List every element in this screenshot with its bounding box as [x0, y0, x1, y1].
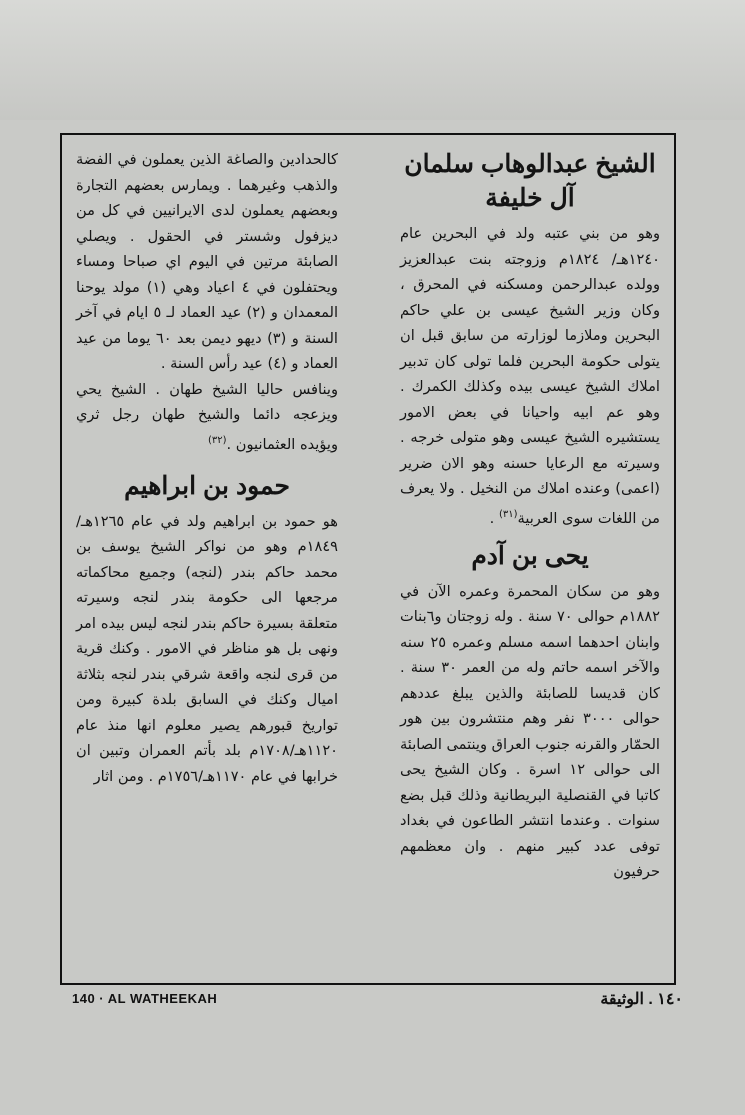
- paragraph-tahhan: [76, 377, 338, 457]
- footnote-32: (٣٢): [207, 434, 227, 446]
- scan-margin: [0, 0, 745, 120]
- footer-left-page-number: 140 · AL WATHEEKAH: [72, 991, 218, 1006]
- right-column: [400, 147, 660, 885]
- left-column: [76, 147, 338, 789]
- heading-yahya: يحى بن آدم: [471, 541, 589, 570]
- paragraph-sabians: كالحدادين والصاغة الذين يعملون في الفضة والذهب وغيرهما . ويمارس بعضهم التجارة وبعضهم يعملون لدى الايرانيين في كل من ديزفول وشستر في الحقول . ويصلي الصابئة مرتين في اليوم اي صباحا ومساء ويحتفلون في ٤ اعياد وهي (١) مولد يوحنا المعمدان و (٢) عيد العماد لـ ٥ ايام في آخر السنة و (٣) ديهو ديمن بعد ٦٠ يوما من عيد العماد و (٤) عيد رأس السنة .: [76, 151, 339, 372]
- heading-abdulwahab: الشيخ عبدالوهاب سلمان آل خليفة: [404, 150, 656, 212]
- paragraph-tahhan-text: وينافس حاليا الشيخ طهان . الشيخ يحي ويزعجه دائما والشيخ طهان رجل ثري ويؤيده العثمانيون .: [76, 380, 338, 453]
- paragraph-hamoud: هو حمود بن ابراهيم ولد في عام ١٢٦٥هـ/١٨٤٩م وهو من نواكر الشيخ يوسف بن محمد حاكم بندر (لنجه) وجميع محاكماته مرجعها الى حكومة بندر لنجه وسيرته متعلقة بسيرة حاكم بندر لنجه ليس بيده امر ونهى بل هو مناظر في الامور . وكنك قرية من قرى لنجه واقعة شرقي بندر لنجه بثلاثة اميال وكنك في السابق بلدة كبيرة ومن تواريخ قبورهم يصير معلوم انها منذ عام ١١٢٠هـ/١٧٠٨م بلد بأتم العمران وتبين ان خرابها في عام ١١٧٠هـ/١٧٥٦م . ومن اثار: [76, 512, 338, 785]
- footnote-31: (٣١): [498, 508, 518, 520]
- paragraph-abdulwahab: [400, 221, 660, 531]
- page-footer: [72, 991, 683, 1011]
- paragraph-abdulwahab-text: وهو من بني عتبه ولد في البحرين عام ١٢٤٠هـ/ ١٨٢٤م وزوجته بنت عبدالعزيز وولده عبدالرحمن ومسكنه في المحرق ، وكان وزير الشيخ عيسى بن علي حاكم البحرين وملازما لوزارته من سابق قبل ان يتولى حكومة البحرين فلما تولى كان تدبير املاك الشيخ عيسى بيده وكذلك الكمرك . وهو عم ابيه واحيانا في بعض الامور يستشيره الشيخ عيسى وهو متولى خرجه . وسيرته مع الرعايا حسنه وهو الان ضرير (اعمى) وعنده املاك من النخيل . ولا يعرف من اللغات سوى العربية: [400, 225, 660, 527]
- paragraph-yahya: وهو من سكان المحمرة وعمره الآن في ١٨٨٢م حوالى ٧٠ سنة . وله زوجتان و٦بنات وابنان احدهما اسمه مسلم وعمره ٢٥ سنه والآخر اسمه حاتم وله من العمر ٣٠ سنة . كان قديسا للصابئة والذين يبلغ عددهم حوالى ٣٠٠٠ نفر وهم منتشرون بين هور الحمّار والقرنه جنوب العراق وينتمى الصابئة الى حوالى ١٢ اسرة . وكان الشيخ يحى كاتبا في القنصلية البريطانية وذلك قبل بضع سنوات . وعندما انتشر الطاعون في بغداد توفى عدد كبير منهم . وان معظمهم حرفيون: [399, 582, 661, 881]
- heading-hamoud: حمود بن ابراهيم: [124, 471, 290, 500]
- paragraph-abdulwahab-end: .: [489, 509, 499, 527]
- footer-right-page-number: ١٤٠ . الوثيقة: [600, 991, 683, 1008]
- article-frame: [60, 133, 676, 985]
